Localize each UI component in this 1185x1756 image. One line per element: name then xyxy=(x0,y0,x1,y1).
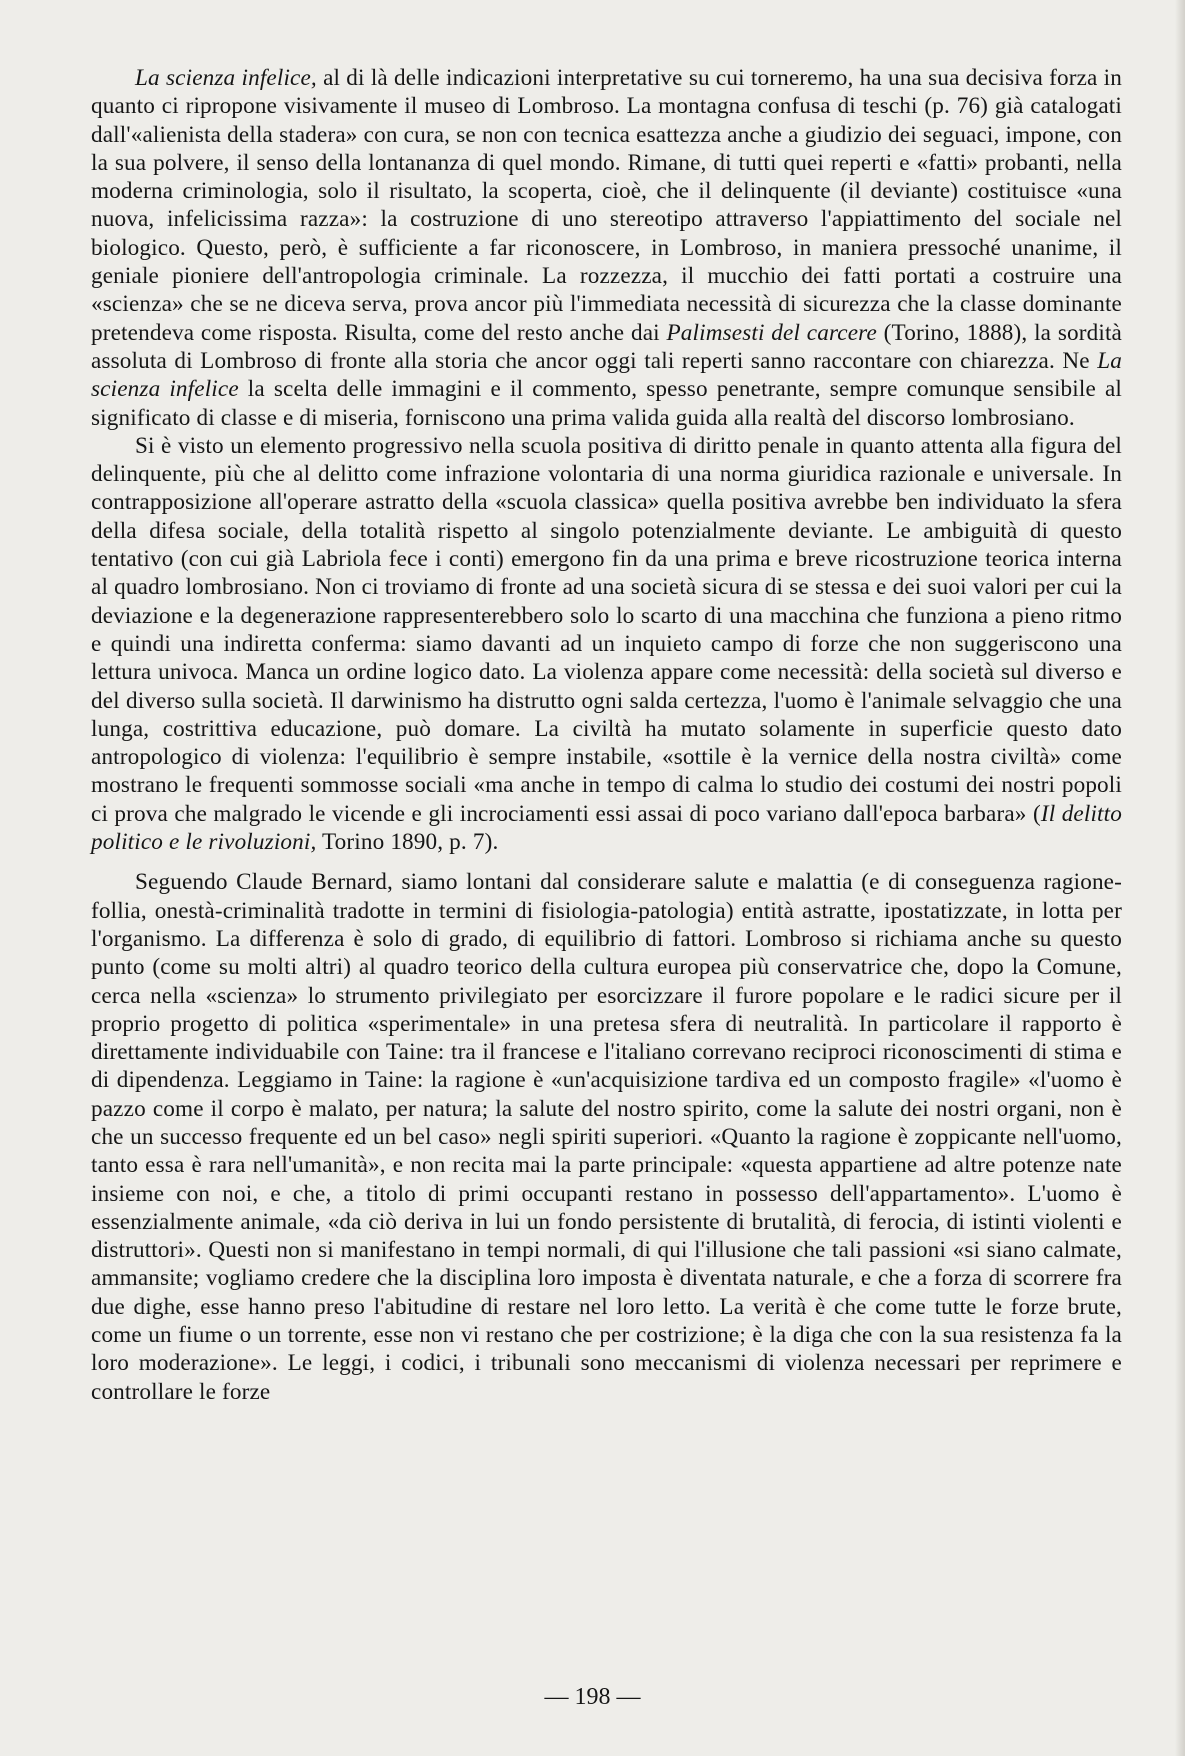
body-text xyxy=(91,64,1122,1406)
page-number: — 198 — xyxy=(544,1684,641,1710)
book-title-italic-3: La scienza infelice xyxy=(91,347,1122,403)
paragraph-1-text-b: (Torino, 1888), la sordità assoluta di Lombroso di fronte alla storia che ancor oggi tali reperti sanno raccontare con chiarezza. Ne xyxy=(91,319,1123,374)
book-title-italic: La scienza infelice, xyxy=(135,65,317,91)
paragraph-2-text-b: Torino 1890, p. 7). xyxy=(316,829,499,856)
book-title-italic-2: Palimsesti del carcere xyxy=(666,319,877,346)
paragraph-1-text-c: la scelta delle immagini e il commento, spesso penetrante, sempre comunque sensibile al significato di classe e di miseria, forniscono una prima valida guida alla realtà del discorso lombrosiano. xyxy=(91,376,1122,431)
paragraph-1-text-a: al di là delle indicazioni interpretative su cui torneremo, ha una sua decisiva forza in quanto ci ripropone visivamente il museo di Lombroso. La montagna confusa di teschi (p. 76) già catalogati dall'«alienista della stadera» con cura, se non con tecnica esattezza anche a giudizio dei seguaci, impone, con la sua polvere, il senso della lontananza di quel mondo. Rimane, di tutti quei reperti e «fatti» probanti, nella moderna criminologia, solo il risultato, la scoperta, cioè, che il delinquente (il deviante) costituisce «una nuova, infelicissima razza»: la costruzione di uno stereotipo attraverso l'appiattimento del sociale nel biologico. Questo, però, è sufficiente a far riconoscere, in Lombroso, in maniera pressoché unanime, il geniale pioniere dell'antropologia criminale. La rozzezza, il mucchio dei fatti portati a costruire una «scienza» che se ne diceva serva, prova ancor più l'immediata necessità di sicurezza che la classe dominante pretendeva come risposta. Risulta, come del resto anche dai xyxy=(91,65,1122,346)
paragraph-2-text-a: Si è visto un elemento progressivo nella scuola positiva di diritto penale in quanto attenta alla figura del delinquente, più che al delitto come infrazione volontaria di una norma giuridica razionale e universale. In contrapposizione all'operare astratto della «scuola classica» quella positiva avrebbe ben individuato la sfera della difesa sociale, della totalità rispetto al singolo potenzialmente deviante. Le ambiguità di questo tentativo (con cui già Labriola fece i conti) emergono fin da una prima e breve ricostruzione teorica interna al quadro lombrosiano. Non ci troviamo di fronte ad una società sicura di se stessa e dei suoi valori per cui la deviazione e la degenerazione rappresenterebbero solo lo scarto di una macchina che funziona a pieno ritmo e quindi una indiretta conferma: siamo davanti ad un inquieto campo di forze che non suggeriscono una lettura univoca. Manca un ordine logico dato. La violenza appare come necessità: della società sul diverso e del diverso sulla società. Il darwinismo ha distrutto ogni salda certezza, l'uomo è l'animale selvaggio che una lunga, costrittiva educazione, può domare. La civiltà ha mutato solamente in superficie questo dato antropologico di violenza: l'equilibrio è sempre instabile, «sottile è la vernice della nostra civiltà» come mostrano le frequenti sommosse sociali «ma anche in tempo di calma lo studio dei costumi dei nostri popoli ci prova che malgrado le vicende e gli incrociamenti essi assai di poco variano dall'epoca barbara» ( xyxy=(91,432,1122,827)
paragraph-3-text: Seguendo Claude Bernard, siamo lontani dal considerare salute e malattia (e di conseguenza ragione-follia, onestà-criminalità tradotte in termini di fisiologia-patologia) entità astratte, ipostatizzate, in lotta per l'organismo. La differenza è solo di grado, di equilibrio di fattori. Lombroso si richiama anche su questo punto (come su molti altri) al quadro teorico della cultura europea più conservatrice che, dopo la Comune, cerca nella «scienza» lo strumento privilegiato per esorcizzare il furore popolare e le radici sicure per il proprio progetto di politica «sperimentale» in una pretesa sfera di neutralità. In particolare il rapporto è direttamente individuabile con Taine: tra il francese e l'italiano correvano reciproci riconoscimenti di stima e di dipendenza. Leggiamo in Taine: la ragione è «un'acquisizione tardiva ed un composto fragile» «l'uomo è pazzo come il corpo è malato, per natura; la salute del nostro spirito, come la salute dei nostri organi, non è che un successo frequente ed un bel caso» negli spiriti superiori. «Quanto la ragione è zoppicante nell'uomo, tanto essa è rara nell'umanità», e non recita mai la parte principale: «questa appartiene ad altre potenze nate insieme con noi, e che, a titolo di primi occupanti restano in possesso dell'appartamento». L'uomo è essenzialmente animale, «da ciò deriva in lui un fondo persistente di brutalità, di ferocia, di istinti violenti e distruttori». Questi non si manifestano in tempi normali, di qui l'illusione che tali passioni «si siano calmate, ammansite; vogliamo credere che la disciplina loro imposta è diventata naturale, e che a forza di scorrere fra due dighe, esse hanno preso l'abitudine di restare nel loro letto. La verità è che come tutte le forze brute, come un fiume o un torrente, esse non vi restano che per costrizione; è la diga che con la sua resistenza fa la loro moderazione». Le leggi, i codici, i tribunali sono meccanismi di violenza necessari per reprimere e controllare le forze xyxy=(91,869,1122,1405)
paragraph-3 xyxy=(91,868,1122,1406)
book-title-italic-4: Il delitto politico e le rivoluzioni, xyxy=(91,800,1122,856)
paragraph-2 xyxy=(91,432,1122,856)
page-edge-shadow xyxy=(1175,0,1185,1756)
paragraph-1 xyxy=(91,64,1122,432)
